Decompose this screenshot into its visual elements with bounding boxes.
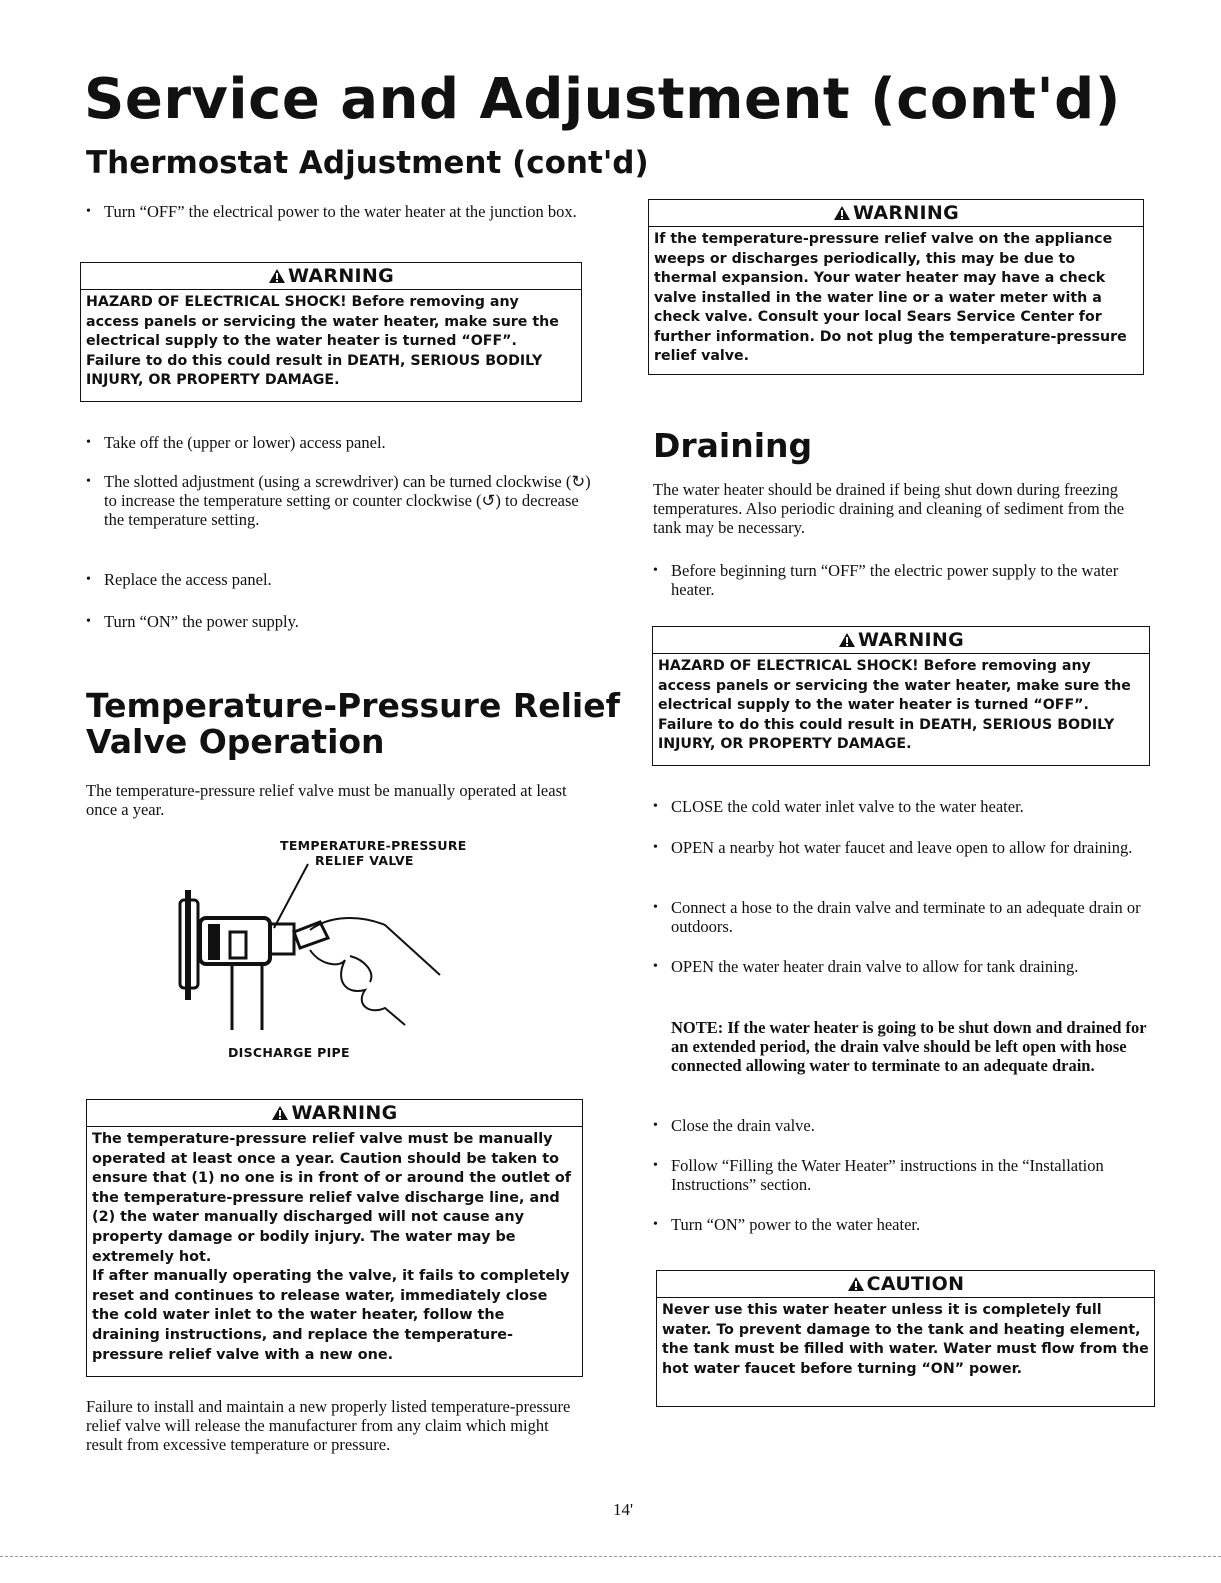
thermostat-step-3: • Replace the access panel. [86,570,599,589]
tp-valve-footer-text: Failure to install and maintain a new properly listed temperature-pressure relief valve will release the manufacturer from any claim which might result from excessive temperature or pressure. [86,1397,571,1454]
thermostat-warning-text: HAZARD OF ELECTRICAL SHOCK! Before removing any access panels or servicing the water heater, make sure the electrical supply to the water heater is turned “OFF”. Failure to do this could result in DEATH, SERIOUS BODILY INJURY, OR PROPERTY DAMAGE. [86,294,559,388]
tp-valve-title-line2: Valve Operation [86,722,385,762]
caution-label: CAUTION [866,1273,965,1295]
draining-warning-box [652,626,1150,766]
bottom-divider [0,1556,1221,1557]
warning-triangle-icon [271,1105,289,1121]
draining-step-1: • CLOSE the cold water inlet valve to the water heater. [653,797,1165,816]
thermostat-step-4: • Turn “ON” the power supply. [86,612,599,631]
warning-triangle-icon [268,268,286,284]
draining-step-before: • Before beginning turn “OFF” the electric power supply to the water heater. [653,561,1165,599]
thermostat-warning-label: WARNING [287,265,394,287]
thermostat-step-1: • Take off the (upper or lower) access panel. [86,433,599,452]
tp-valve-warning-text-1: The temperature-pressure relief valve must be manually operated at least once a year. Caution should be taken to ensure that (1) no one is in front of or around the outlet of the temperature-pressure relief valve discharge line, and (2) the water manually discharged will not cause any property damage or bodily injury. The water may be extremely hot. [92,1131,571,1265]
thermostat-step-2: • The slotted adjustment (using a screwdriver) can be turned clockwise (↻) to increase the temperature setting or counter clockwise (↺) to decrease the temperature setting. [86,472,599,529]
tp-valve-intro: The temperature-pressure relief valve must be manually operated at least once a year. [86,781,567,819]
page-title: Service and Adjustment (cont'd) [84,67,1121,132]
thermostat-warning-box [80,262,582,402]
tp-valve-warning-header [87,1100,582,1127]
figure-label-valve-1: TEMPERATURE-PRESSURE [280,838,467,853]
page-number: 14' [613,1500,634,1519]
expansion-warning-label: WARNING [852,202,959,224]
draining-step-7: • Turn “ON” power to the water heater. [653,1215,1165,1234]
caution-triangle-icon [847,1276,865,1292]
tp-valve-title-line1: Temperature-Pressure Relief [86,686,620,725]
thermostat-step-power-off: • Turn “OFF” the electrical power to the water heater at the junction box. [86,202,599,221]
caution-header [657,1271,1154,1298]
draining-warning-label: WARNING [857,629,964,651]
tp-valve-warning-box [86,1099,583,1377]
draining-title: Draining [653,426,813,465]
tp-valve-warning-text-2: If after manually operating the valve, it fails to completely reset and continues to release water, immediately close the cold water inlet to the water heater, follow the draining instructions, and replace the temperature-pressure relief valve with a new one. [92,1268,570,1363]
draining-step-2: • OPEN a nearby hot water faucet and leave open to allow for draining. [653,838,1165,857]
expansion-warning-text: If the temperature-pressure relief valve on the appliance weeps or discharges periodically, this may be due to thermal expansion. Your water heater may have a check valve installed in the water line or a water meter with a check valve. Consult your local Sears Service Center for further information. Do not plug the temperature-pressure relief valve. [654,231,1127,364]
figure-label-valve-2: RELIEF VALVE [315,853,414,868]
draining-intro: The water heater should be drained if being shut down during freezing temperatures. Also periodic draining and cleaning of sediment from the tank may be necessary. [653,480,1125,537]
expansion-warning-header [649,200,1143,227]
tp-valve-section-title [86,688,620,761]
warning-triangle-icon [838,632,856,648]
tp-valve-warning-label: WARNING [291,1102,398,1124]
thermostat-warning-header [81,263,581,290]
draining-warning-header [653,627,1149,654]
draining-note: NOTE: If the water heater is going to be shut down and drained for an extended period, the drain valve should be left open with hose connected allowing water to terminate to an adequate drain. [671,1018,1147,1075]
caution-text: Never use this water heater unless it is completely full water. To prevent damage to the tank and heating element, the tank must be filled with water. Water must flow from the hot water faucet before turning “ON” power. [662,1302,1149,1377]
warning-triangle-icon [833,205,851,221]
draining-step-3: • Connect a hose to the drain valve and terminate to an adequate drain or outdoors. [653,898,1165,936]
expansion-warning-box [648,199,1144,375]
draining-step-6: • Follow “Filling the Water Heater” instructions in the “Installation Instructions” section. [653,1156,1165,1194]
thermostat-section-title: Thermostat Adjustment (cont'd) [86,145,649,181]
relief-valve-illustration [170,860,450,1040]
draining-step-4: • OPEN the water heater drain valve to allow for tank draining. [653,957,1165,976]
draining-warning-text: HAZARD OF ELECTRICAL SHOCK! Before removing any access panels or servicing the water heater, make sure the electrical supply to the water heater is turned “OFF”. Failure to do this could result in DEATH, SERIOUS BODILY INJURY, OR PROPERTY DAMAGE. [658,658,1131,752]
draining-step-5: • Close the drain valve. [653,1116,1165,1135]
caution-box [656,1270,1155,1407]
figure-label-discharge: DISCHARGE PIPE [228,1045,350,1060]
